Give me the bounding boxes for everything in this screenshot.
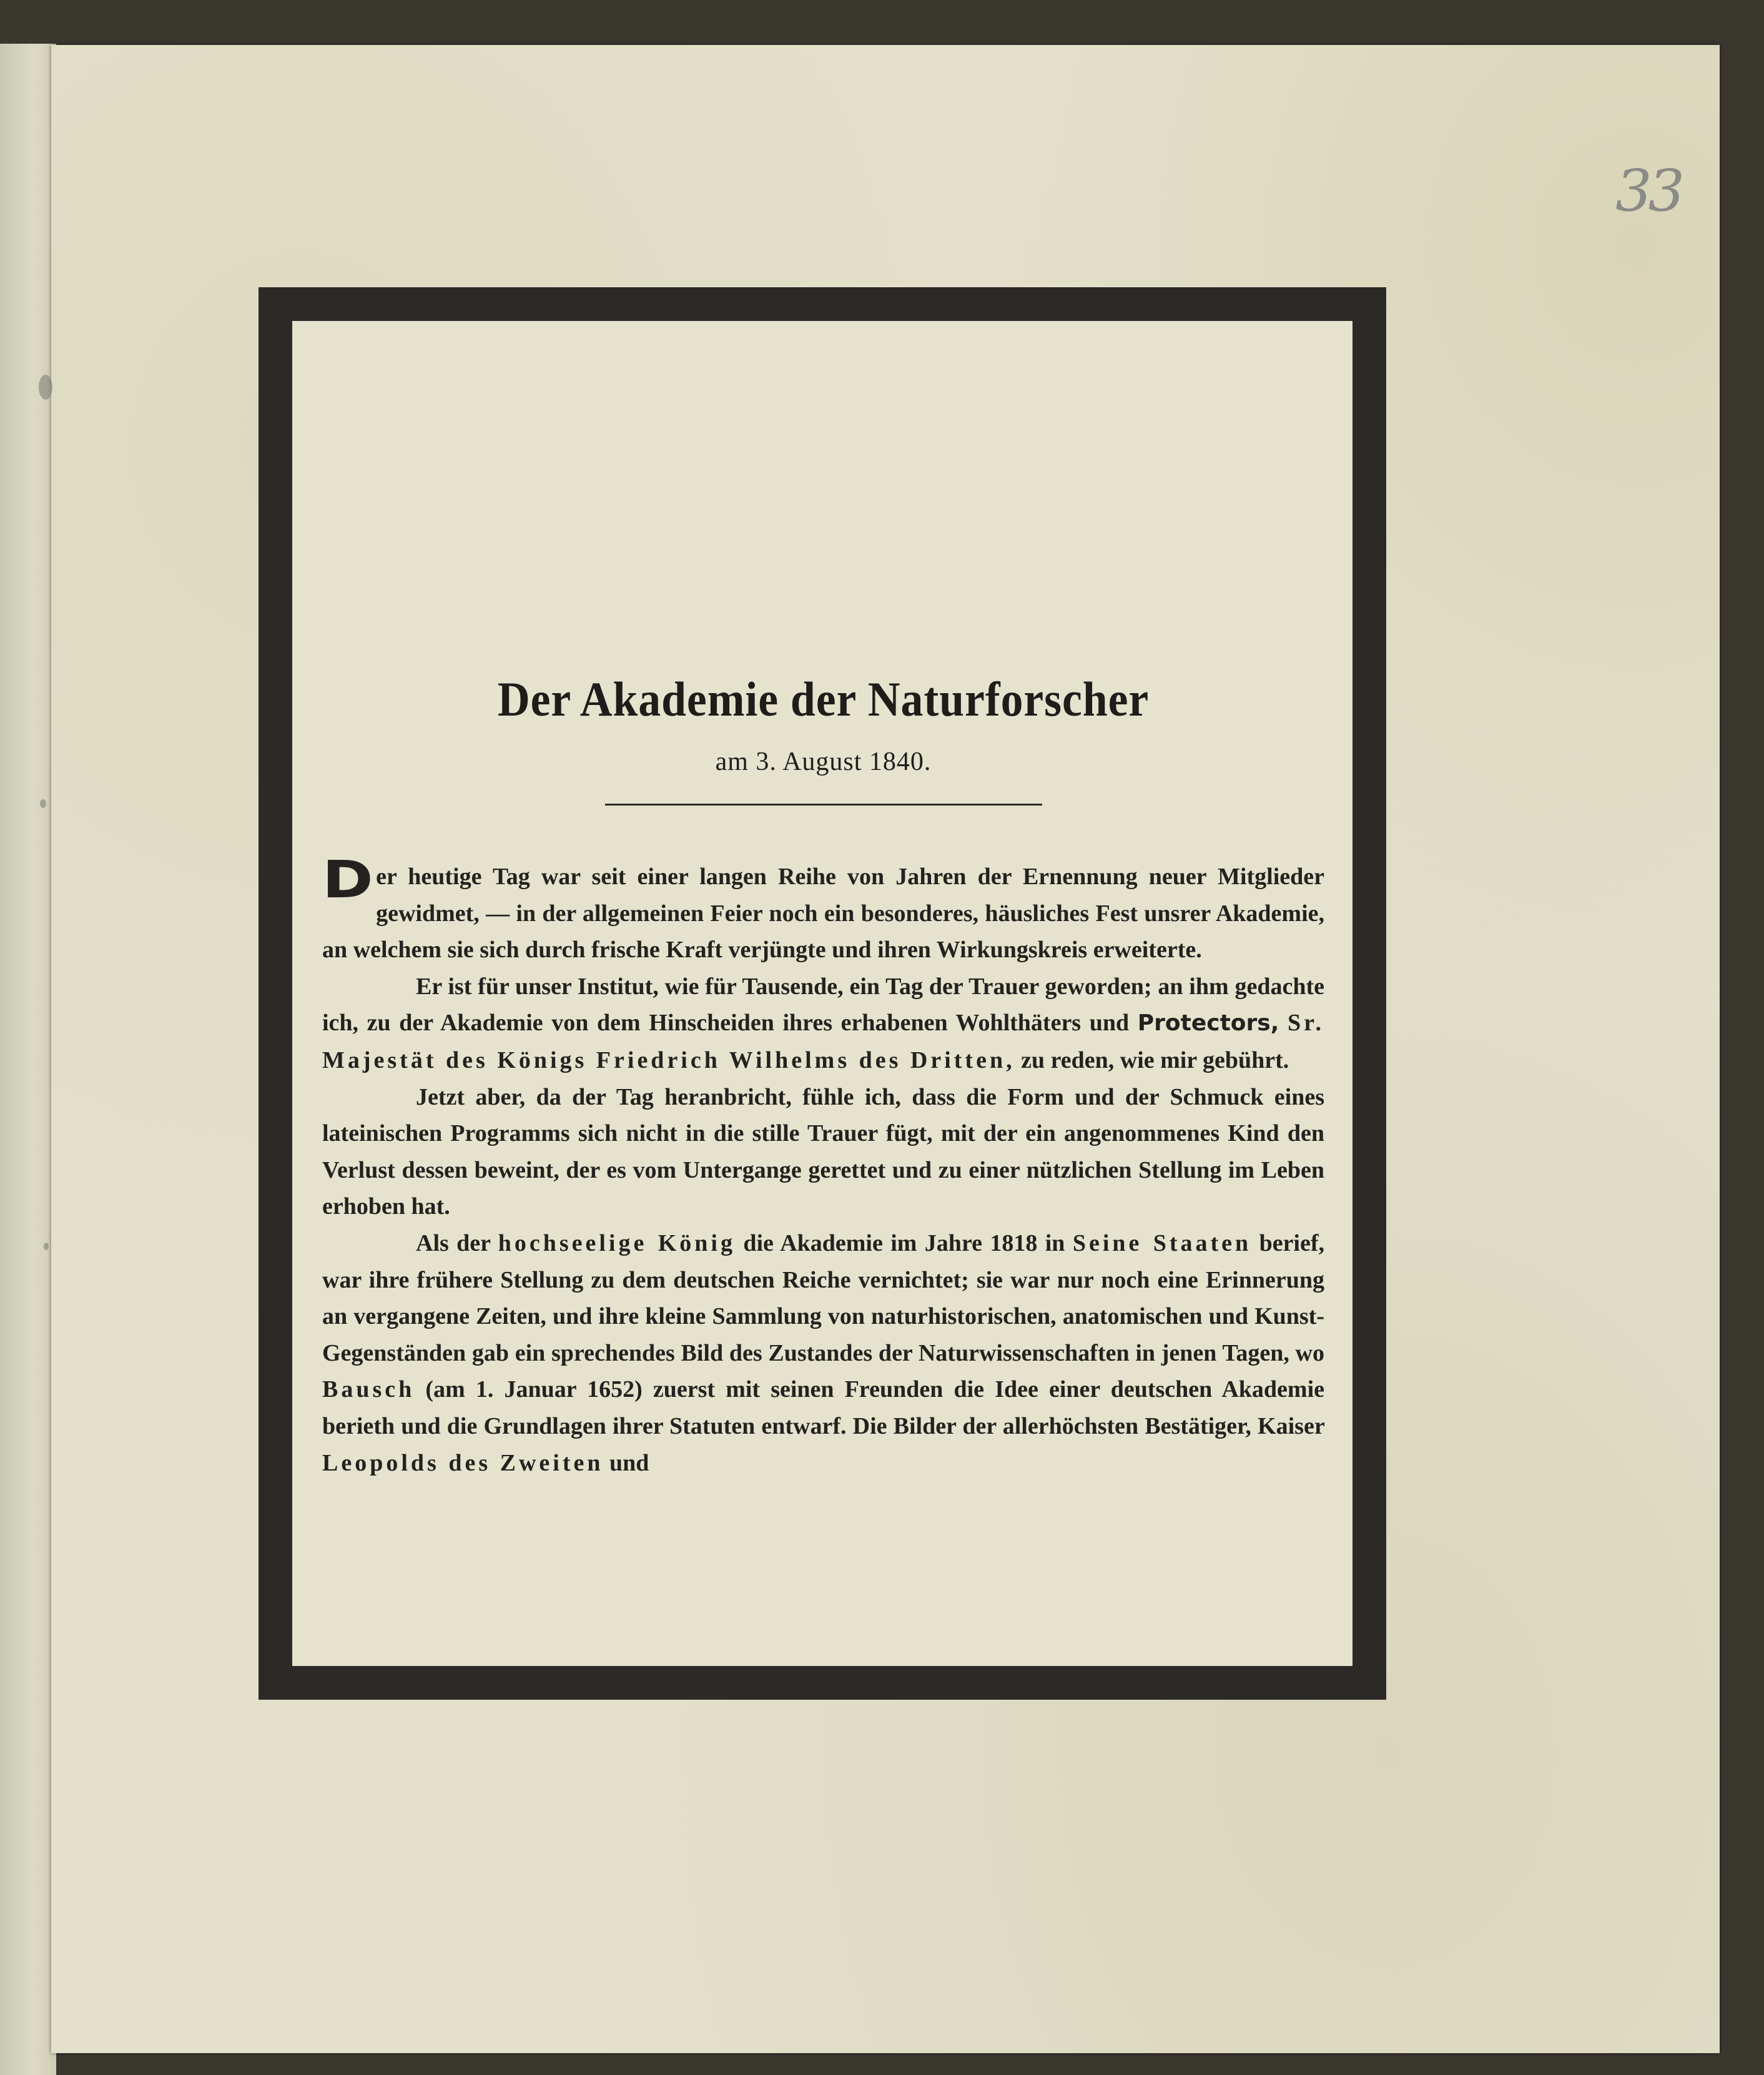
paragraph-1 [322, 850, 1324, 968]
paragraph-1-text: er heutige Tag war seit einer langen Reihe von Jahren der Ernennung neuer Mitglieder gewidmet, — in der allgemeinen Feier noch ein besonderes, häusliches Fest unsrer Akademie, an welchem sie sich durch frische Kraft verjüngte und ihren Wirkungskreis erweiterte. [322, 864, 1324, 964]
spaced-seine-staaten: Seine Staaten [1072, 1230, 1252, 1256]
drop-cap: D [322, 850, 373, 910]
spaced-hochseelige: hochseelige König [498, 1230, 736, 1256]
spaced-leopolds: Leopolds des Zweiten [322, 1449, 604, 1476]
paragraph-2-text-a: Er ist für unser Institut, wie für Tausende, ein Tag der Trauer geworden; an ihm gedachte ich, zu der Akademie von dem Hinscheiden ihres erhabenen Wohlthäters und [322, 973, 1324, 1037]
paragraph-4-text-e: und [609, 1449, 649, 1476]
paper-blemish [40, 799, 46, 808]
facing-page-edge [0, 44, 56, 2075]
paragraph-4-text-a: Als der [416, 1230, 491, 1256]
paragraph-4-text-b: die Akademie im Jahre 1818 in [743, 1230, 1065, 1256]
dateline: am 3. August 1840. [715, 747, 932, 776]
paragraph-4 [322, 1225, 1324, 1481]
paragraph-2-text-b: zu reden, wie mir gebührt. [1021, 1047, 1289, 1073]
spaced-kings-name: Sr. Majestät des Königs Friedrich Wilhelms des Dritten, [322, 1010, 1325, 1073]
paragraph-4-text-d: (am 1. Januar 1652) zuerst mit seinen Freunden die Idee einer deutschen Akademie berieth und die Grundlagen ihrer Statuten entwarf. Die Bilder der allerhöchsten Bestätiger, Kaiser [322, 1376, 1325, 1439]
title-rule [605, 804, 1042, 806]
paper-blemish [44, 1243, 49, 1250]
paper-blemish [39, 375, 52, 400]
paragraph-3: Jetzt aber, da der Tag heranbricht, fühle ich, dass die Form und der Schmuck eines lateinischen Programms sich nicht in die stille Trauer fügt, mit der ein angenommenes Kind den Verlust dessen beweint, der es vom Untergange gerettet und zu einer nützlichen Stellung im Leben erhoben hat. [322, 1083, 1324, 1220]
paragraph-2 [322, 968, 1324, 1079]
body-text [322, 850, 1325, 1481]
folio-number: 33 [1615, 157, 1682, 224]
document-title: Der Akademie der Naturforscher [497, 672, 1150, 726]
document-content [322, 671, 1324, 1481]
emphasis-protectors: Protectors, [1137, 1010, 1279, 1037]
spaced-bausch: Bausch [322, 1376, 415, 1403]
paragraph-4-text-c: berief, war ihre frühere Stellung zu dem deutschen Reiche vernichtet; sie war nur noch eine Erinnerung an vergangene Zeiten, und ihre kleine Sammlung von naturhistorischen, anatomischen und Kunst-Gegenständen gab ein sprechendes Bild des Zustandes der Naturwissenschaften in jenen Tagen, wo [322, 1230, 1325, 1366]
